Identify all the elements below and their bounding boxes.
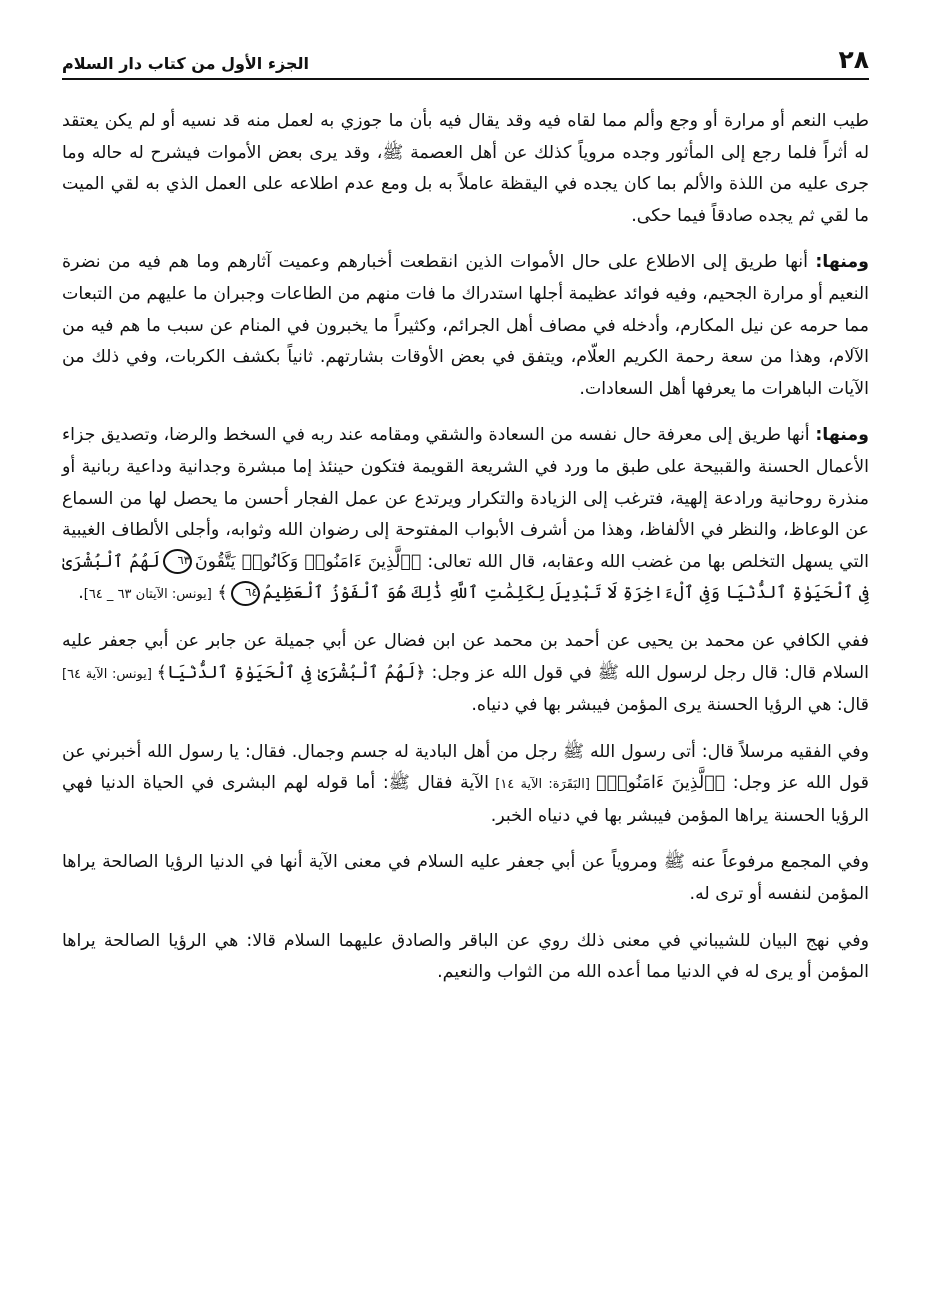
paragraph-3-end: . <box>78 583 84 604</box>
running-title: الجزء الأول من كتاب دار السلام <box>62 54 310 73</box>
quran-verse-2: لَهُمُ ٱلْبُشْرَىٰ فِى ٱلْحَيَوٰةِ ٱلدُّنْيَا وَفِى ٱلْءَاخِرَةِ لَا تَبْدِيلَ لِكَلِمَٰتِ ٱللَّهِ ذَٰلِكَ هُوَ ٱلْفَوْزُ ٱلْعَظِيمُ <box>62 551 869 604</box>
quran-verse: ﴿ٱلَّذِينَ ءَامَنُوا۟﴾ <box>596 773 726 794</box>
paragraph-6 <box>62 847 869 910</box>
paragraph-3-text: أنها طريق إلى معرفة حال نفسه من السعادة والشقي ومقامه عند ربه في السخط والرضا، وتصديق جزاء الأعمال الحسنة والقبيحة على طبق ما ورد في الشريعة القويمة فتكون حينئذ إما مبشرة وجدانية وداعية ربانية أو منذرة روحانية ورادعة إلهية، فترغب إلى الزيادة والتكرار ويرتدع عن عمل الفجار أحسن ما يحصل لها من السماع عن الوعاظ، والنظر في الألفاظ، وهذا من أشرف الأبواب المفتوحة إلى رضوان الله وثوابه، وأجلى الألطاف الغيبية التي يسهل التخلص بها من غضب الله وعقابه، قال الله تعالى: <box>62 425 869 572</box>
paragraph-2-lead: ومنها: <box>815 252 869 273</box>
verse-reference: [يونس: الآية ٦٤] <box>62 666 157 682</box>
book-page <box>62 26 869 1287</box>
paragraph-4-end: قال: هي الرؤيا الحسنة يرى المؤمن فيبشر بها في دنياه. <box>471 695 869 716</box>
ayah-number-marker: ٦٣ <box>163 549 192 574</box>
page-number: ٢٨ <box>838 45 869 74</box>
ayah-number-marker: ٦٤ <box>231 581 260 606</box>
paragraph-3 <box>62 420 869 611</box>
paragraph-2 <box>62 247 869 405</box>
quran-close-bracket: ﴾ <box>217 583 228 604</box>
verse-reference: [يونس: الآيتان ٦٣ _ ٦٤] <box>83 587 212 603</box>
page-body <box>62 80 869 989</box>
paragraph-7-text: وفي نهج البيان للشيباني في معنى ذلك روي عن الباقر والصادق عليهما السلام قالا: هي الرؤيا الصالحة يراها المؤمن أو يرى له في الدنيا مما أعده الله من الثواب والنعيم. <box>62 930 869 983</box>
paragraph-4-text: ففي الكافي عن محمد بن يحيى عن أحمد بن محمد عن ابن فضال عن أبي جميلة عن جابر عن أبي جعفر عليه السلام قال: قال رجل لرسول الله ﷺ في قول الله عز وجل: <box>62 630 870 683</box>
paragraph-1 <box>62 106 869 232</box>
paragraph-5-text: وفي الفقيه مرسلاً قال: أتى رسول الله ﷺ رجل من أهل البادية له جسم وجمال. فقال: يا رسول الله أخبرني عن قول الله عز وجل: <box>62 741 869 794</box>
verse-reference: [البَقَرَة: الآية ١٤] <box>488 777 597 793</box>
paragraph-6-text: وفي المجمع مرفوعاً عنه ﷺ ومروياً عن أبي جعفر عليه السلام في معنى الآية أنها في الدنيا الرؤيا الصالحة يراها المؤمن لنفسه أو ترى له. <box>62 852 869 905</box>
paragraph-1-text: طيب النعم أو مرارة أو وجع وألم مما لقاه فيه وقد يقال فيه بأن ما جوزي به لعمل منه قد نسيه أو لم يكن يعتقد له أثراً فلما رجع إلى المأثور وجده مروياً كذلك عن أهل العصمة ﷺ، وقد يرى بعض الأموات فيشرح له حاله وما جرى عليه من اللذة والألم بما كان يجده في اليقظة عاملاً به بل ومع عدم اطلاعه على العمل الذي به لقي الميت ما لقي ثم يجده صادقاً فيما حكى. <box>62 111 869 226</box>
paragraph-2-text: أنها طريق إلى الاطلاع على حال الأموات الذين انقطعت أخبارهم وعميت آثارهم وما هم فيه من نضرة النعيم أو مرارة الجحيم، وفيه فوائد عظيمة أجلها استدراك ما فات منهم من الطاعات وجبران ما عليهم من التبعات مما حرمه عن نيل المكارم، وأدخله في مصاف أهل الجرائم، وكثيراً ما يخبرون في المنام عن سبب ما هم فيه من الآلام، وهذا من سعة رحمة الكريم العلّام، ويتفق في بعض الأوقات بشارتهم. ثانياً بكشف الكربات، وفي ذلك من الآيات الباهرات ما يعرفها أهل السعادات. <box>62 252 869 399</box>
quran-verse: ﴿لَهُمُ ٱلْبُشْرَىٰ فِى ٱلْحَيَوٰةِ ٱلدُّنْيَا﴾ <box>156 662 426 683</box>
paragraph-4 <box>62 626 869 722</box>
paragraph-5 <box>62 737 869 833</box>
paragraph-3-lead: ومنها: <box>815 425 869 446</box>
paragraph-5-end: الآية فقال ﷺ: أما قوله لهم البشرى في الحياة الدنيا فهي الرؤيا الحسنة يراها المؤمن فيبشر بها في دنياه الخبر. <box>62 773 869 826</box>
quran-verse-1: ﴿ٱلَّذِينَ ءَامَنُوا۟ وَكَانُوا۟ يَتَّقُونَ <box>194 551 422 572</box>
page-header <box>62 26 869 80</box>
paragraph-7 <box>62 926 869 989</box>
